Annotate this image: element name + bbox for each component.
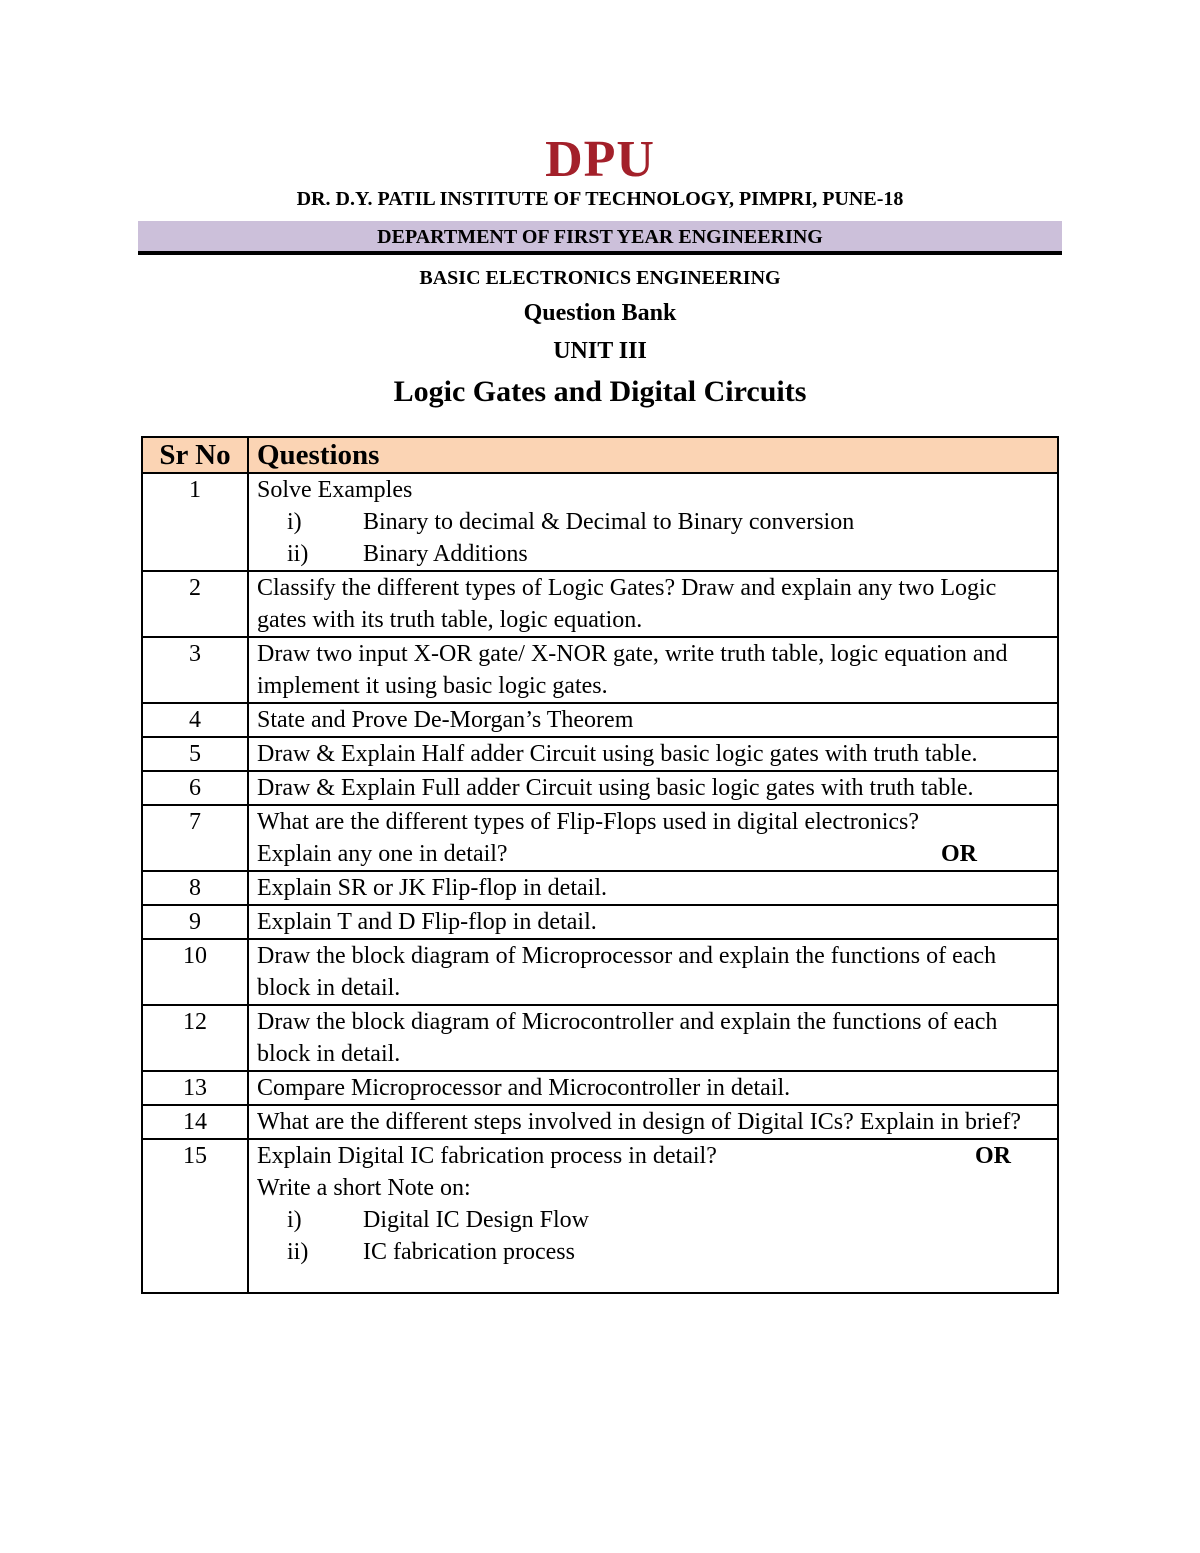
question-cell: Explain T and D Flip-flop in detail.: [248, 905, 1058, 939]
or-label: OR: [975, 1143, 1011, 1169]
table-row: [142, 939, 1058, 1005]
question-cell: What are the different steps involved in design of Digital ICs? Explain in brief?: [248, 1105, 1058, 1139]
sub-item: [257, 1204, 1049, 1236]
question-cell: Classify the different types of Logic Gates? Draw and explain any two Logic gates with its truth table, logic equation.: [248, 571, 1058, 637]
column-header-questions: Questions: [248, 437, 1058, 473]
table-row: [142, 1071, 1058, 1105]
question-cell: Explain SR or JK Flip-flop in detail.: [248, 871, 1058, 905]
table-row: [142, 737, 1058, 771]
table-row: [142, 1139, 1058, 1293]
sr-no-cell: 3: [142, 637, 248, 703]
sr-no-cell: 1: [142, 473, 248, 571]
sub-item-number: i): [287, 509, 302, 535]
sub-item-number: i): [287, 1207, 302, 1233]
sr-no-cell: 7: [142, 805, 248, 871]
table-row: [142, 703, 1058, 737]
institute-name: DR. D.Y. PATIL INSTITUTE OF TECHNOLOGY, PIMPRI, PUNE-18: [296, 188, 904, 210]
question-cell: Draw & Explain Half adder Circuit using basic logic gates with truth table.: [248, 737, 1058, 771]
question-line: [257, 1140, 1049, 1172]
question-table: [141, 436, 1059, 1294]
question-line-text: Explain Digital IC fabrication process in detail?: [257, 1143, 717, 1169]
sr-no-cell: 8: [142, 871, 248, 905]
table-header-row: [142, 437, 1058, 473]
institute-logo: DPU: [545, 131, 655, 188]
table-row: [142, 571, 1058, 637]
sr-no-cell: 15: [142, 1139, 248, 1293]
question-line: What are the different types of Flip-Flops used in digital electronics?: [257, 809, 920, 835]
question-cell: Compare Microprocessor and Microcontroller in detail.: [248, 1071, 1058, 1105]
sr-no-cell: 4: [142, 703, 248, 737]
sub-item-number: ii): [287, 541, 309, 567]
sub-item-text: IC fabrication process: [363, 1239, 575, 1265]
table-row: [142, 805, 1058, 871]
sr-no-cell: 6: [142, 771, 248, 805]
sr-no-cell: 12: [142, 1005, 248, 1071]
sr-no-cell: 10: [142, 939, 248, 1005]
table-row: [142, 637, 1058, 703]
question-cell: Draw the block diagram of Microcontroller and explain the functions of each block in detail.: [248, 1005, 1058, 1071]
sub-item-number: ii): [287, 1239, 309, 1265]
sr-no-cell: 5: [142, 737, 248, 771]
or-label: OR: [941, 841, 977, 867]
document-type: Question Bank: [523, 300, 677, 326]
question-line-text: Explain any one in detail?: [257, 841, 508, 867]
table-row: [142, 871, 1058, 905]
subject-title: BASIC ELECTRONICS ENGINEERING: [419, 267, 781, 289]
sub-item: [257, 1236, 1049, 1268]
table-row: [142, 1005, 1058, 1071]
question-cell: [248, 1139, 1058, 1293]
sub-item-text: Digital IC Design Flow: [363, 1207, 589, 1233]
sub-item-text: Binary to decimal & Decimal to Binary conversion: [363, 509, 855, 535]
sr-no-cell: 2: [142, 571, 248, 637]
sr-no-cell: 9: [142, 905, 248, 939]
sub-item: [257, 506, 1049, 538]
unit-title: UNIT III: [553, 338, 647, 364]
sub-item-text: Binary Additions: [363, 541, 528, 567]
table-row: [142, 1105, 1058, 1139]
table-row: [142, 905, 1058, 939]
sr-no-cell: 13: [142, 1071, 248, 1105]
sr-no-cell: 14: [142, 1105, 248, 1139]
department-banner: DEPARTMENT OF FIRST YEAR ENGINEERING: [138, 221, 1062, 255]
column-header-sr-no: Sr No: [142, 437, 248, 473]
question-cell: State and Prove De-Morgan’s Theorem: [248, 703, 1058, 737]
question-line: Write a short Note on:: [257, 1175, 471, 1201]
table-row: [142, 473, 1058, 571]
question-cell: Draw & Explain Full adder Circuit using basic logic gates with truth table.: [248, 771, 1058, 805]
question-cell: Draw the block diagram of Microprocessor and explain the functions of each block in detail.: [248, 939, 1058, 1005]
topic-title: Logic Gates and Digital Circuits: [393, 375, 807, 408]
question-cell: [248, 805, 1058, 871]
question-line: Solve Examples: [257, 477, 413, 503]
question-cell: [248, 473, 1058, 571]
question-line: [257, 838, 1049, 870]
blank-space: [257, 1268, 1049, 1292]
table-row: [142, 771, 1058, 805]
sub-item: [257, 538, 1049, 570]
question-cell: Draw two input X-OR gate/ X-NOR gate, write truth table, logic equation and implement it using basic logic gates.: [248, 637, 1058, 703]
